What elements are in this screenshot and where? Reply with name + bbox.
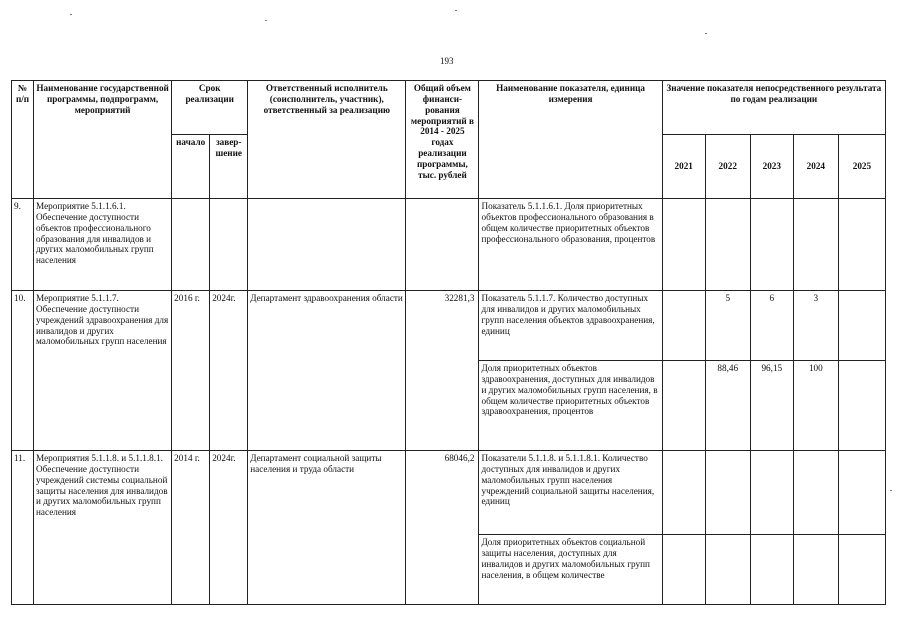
- row-responsible: Департамент социальной защиты населения и труда области: [248, 451, 406, 605]
- header-year: 2022: [705, 135, 750, 199]
- indicator-value: 5: [705, 291, 750, 361]
- row-start: 2014 г.: [172, 451, 210, 605]
- header-values: Значение показателя непосредственного результата по годам реализации: [662, 81, 885, 135]
- header-year: 2025: [838, 135, 885, 199]
- scan-speck: [705, 33, 707, 34]
- indicator-value: 3: [793, 291, 838, 361]
- header-funding: Общий объем финанси-рования мероприятий в 2014 - 2025 годах реализации программы, тыс. рублей: [406, 81, 479, 199]
- scan-speck: [265, 20, 267, 21]
- row-name: Мероприятие 5.1.1.6.1. Обеспечение доступности объектов профессионального образования для инвалидов и других маломобильных групп населения: [34, 199, 172, 291]
- indicator-value: 88,46: [705, 361, 750, 451]
- indicator-value: [662, 291, 705, 361]
- scan-speck: [70, 14, 72, 15]
- indicator-value: [705, 535, 750, 605]
- scan-speck: [455, 10, 457, 11]
- header-year: 2021: [662, 135, 705, 199]
- row-funding: 68046,2: [406, 451, 479, 605]
- program-table: [11, 80, 886, 605]
- table-row: [12, 291, 886, 361]
- indicator-value: [838, 199, 885, 291]
- indicator-value: [750, 199, 793, 291]
- row-responsible: [248, 199, 406, 291]
- row-start: [172, 199, 210, 291]
- indicator-value: 100: [793, 361, 838, 451]
- indicator-value: [662, 361, 705, 451]
- header-indicator: Наименование показателя, единица измерения: [479, 81, 662, 199]
- row-end: 2024г.: [210, 291, 248, 451]
- indicator-value: [662, 199, 705, 291]
- table-row: [12, 199, 886, 291]
- indicator-value: [838, 535, 885, 605]
- indicator-value: [662, 535, 705, 605]
- indicator-text: Показатели 5.1.1.8. и 5.1.1.8.1. Количество доступных для инвалидов и других маломобильных групп населения учреждений социальной защиты населения, единиц: [479, 451, 662, 535]
- row-name: Мероприятия 5.1.1.8. и 5.1.1.8.1. Обеспечение доступности учреждений системы социальной защиты населения для инвалидов и других маломобильных групп населения: [34, 451, 172, 605]
- indicator-value: 96,15: [750, 361, 793, 451]
- indicator-value: [793, 199, 838, 291]
- row-funding: 32281,3: [406, 291, 479, 451]
- indicator-value: [838, 291, 885, 361]
- row-funding: [406, 199, 479, 291]
- indicator-value: [838, 451, 885, 535]
- indicator-text: Доля приоритетных объектов здравоохранения, доступных для инвалидов и других маломобильных групп населения, в общем количестве приоритетных объектов здравоохранения, процентов: [479, 361, 662, 451]
- indicator-text: Показатель 5.1.1.7. Количество доступных для инвалидов и других маломобильных групп населения объектов здравоохранения, единиц: [479, 291, 662, 361]
- row-end: 2024г.: [210, 451, 248, 605]
- header-year: 2024: [793, 135, 838, 199]
- header-name: Наименование государственной программы, подпрограмм, мероприятий: [34, 81, 172, 199]
- table-row: [12, 451, 886, 535]
- page-number: 193: [440, 56, 454, 66]
- row-name: Мероприятие 5.1.1.7. Обеспечение доступности учреждений здравоохранения для инвалидов и других маломобильных групп населения: [34, 291, 172, 451]
- indicator-value: [793, 535, 838, 605]
- header-responsible: Ответственный исполнитель (соисполнитель, участник), ответственный за реализацию: [248, 81, 406, 199]
- header-period-end: завер-шение: [210, 135, 248, 199]
- header-period: Срок реализации: [172, 81, 248, 135]
- row-num: 11.: [12, 451, 34, 605]
- indicator-value: [750, 535, 793, 605]
- indicator-value: [750, 451, 793, 535]
- indicator-value: [662, 451, 705, 535]
- row-responsible: Департамент здравоохранения области: [248, 291, 406, 451]
- header-num: № п/п: [12, 81, 34, 199]
- row-start: 2016 г.: [172, 291, 210, 451]
- row-num: 10.: [12, 291, 34, 451]
- header-year: 2023: [750, 135, 793, 199]
- row-num: 9.: [12, 199, 34, 291]
- header-period-start: начало: [172, 135, 210, 199]
- indicator-value: 6: [750, 291, 793, 361]
- indicator-text: Доля приоритетных объектов социальной защиты населения, доступных для инвалидов и других маломобильных групп населения, в общем количестве: [479, 535, 662, 605]
- row-end: [210, 199, 248, 291]
- indicator-text: Показатель 5.1.1.6.1. Доля приоритетных объектов профессионального образования в общем количестве приоритетных объектов профессионального образования, процентов: [479, 199, 662, 291]
- scan-speck: [890, 490, 892, 491]
- indicator-value: [838, 361, 885, 451]
- indicator-value: [705, 199, 750, 291]
- indicator-value: [705, 451, 750, 535]
- indicator-value: [793, 451, 838, 535]
